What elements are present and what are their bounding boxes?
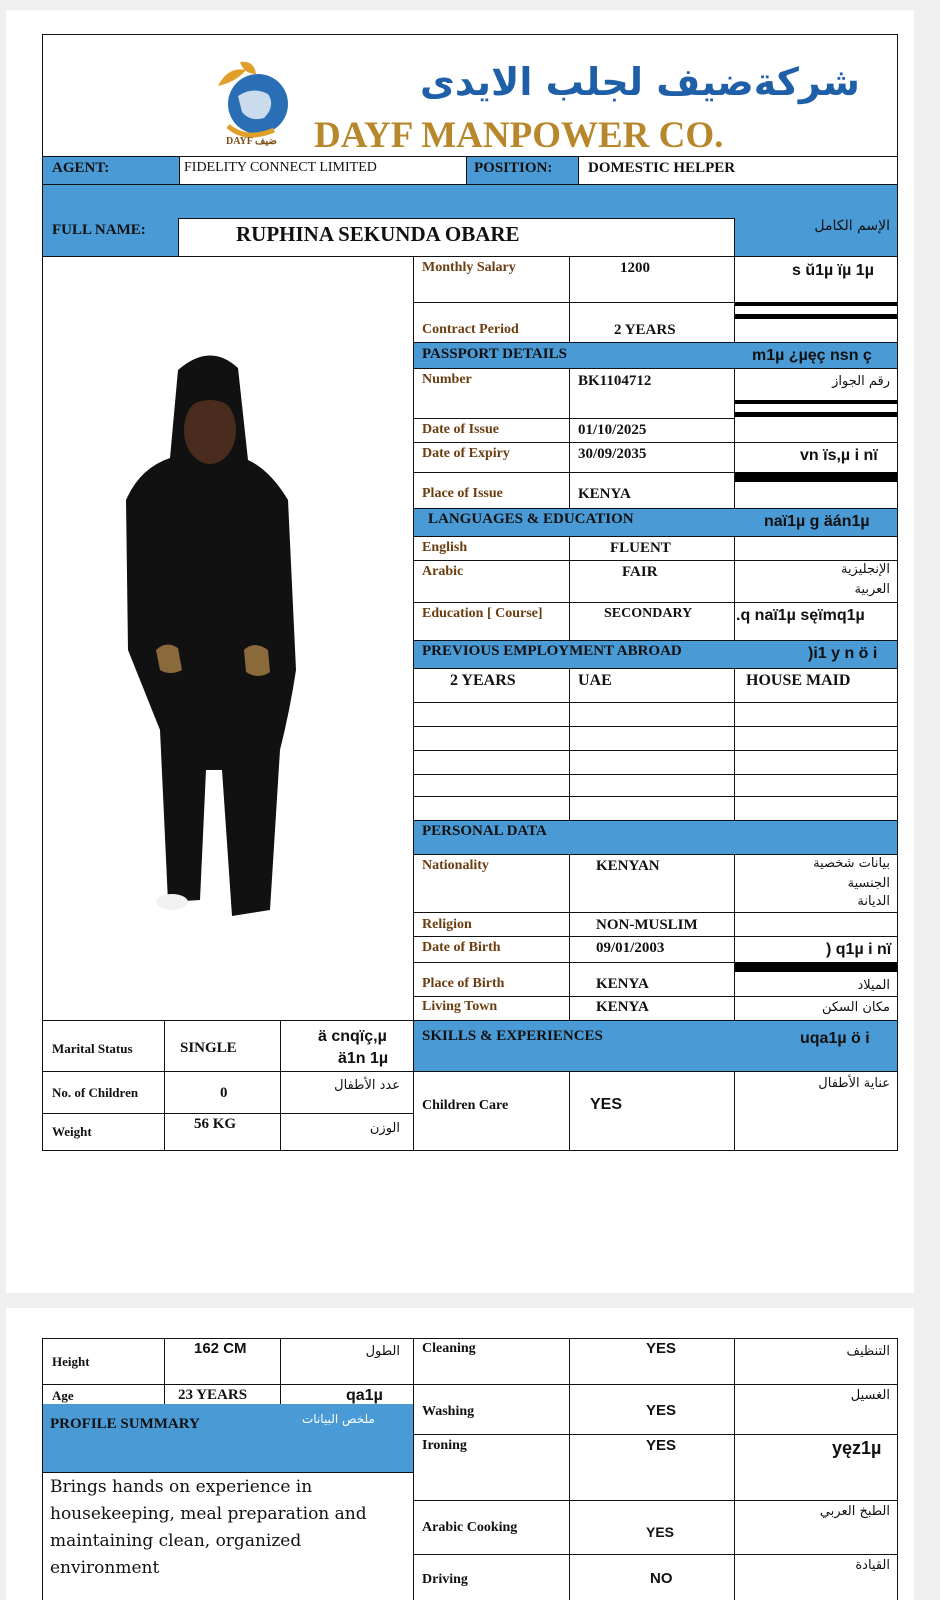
passport-section-arabic: m1µ ¿µęç nsn ç xyxy=(752,347,872,364)
children-arabic: عدد الأطفال xyxy=(334,1078,400,1093)
cooking-value: YES xyxy=(646,1524,675,1540)
washing-value: YES xyxy=(646,1402,677,1419)
issue-place-label: Place of Issue xyxy=(422,486,503,501)
cooking-label: Arabic Cooking xyxy=(422,1520,518,1535)
personal-section: PERSONAL DATA xyxy=(422,823,547,839)
previous-job: HOUSE MAID xyxy=(746,672,851,689)
washing-arabic: الغسيل xyxy=(850,1388,890,1403)
living-town-value: KENYA xyxy=(596,999,649,1015)
religion-label: Religion xyxy=(422,917,472,932)
profile-summary-arabic: ملخص البيانات xyxy=(302,1412,375,1426)
passport-number-arabic: رقم الجواز xyxy=(832,374,890,389)
nationality-arabic-3: الديانة xyxy=(857,894,890,909)
salary-value: 1200 xyxy=(620,260,650,276)
pob-arabic: الميلاد xyxy=(857,978,890,993)
skills-section: SKILLS & EXPERIENCES xyxy=(422,1028,603,1044)
children-label: No. of Children xyxy=(52,1085,139,1100)
marital-arabic-1: ä cnqïç,µ xyxy=(318,1028,387,1045)
position-value: DOMESTIC HELPER xyxy=(588,160,736,176)
profile-summary-text: Brings hands on experience in housekeeping, meal preparation and maintaining clean, organized environment xyxy=(50,1477,367,1578)
children-care-arabic: عناية الأطفال xyxy=(818,1076,890,1091)
education-value: SECONDARY xyxy=(604,606,693,621)
previous-years: 2 YEARS xyxy=(450,672,516,689)
previous-country: UAE xyxy=(578,672,612,689)
marital-value: SINGLE xyxy=(180,1040,237,1056)
issue-place-value: KENYA xyxy=(578,486,631,502)
cleaning-value: YES xyxy=(646,1340,677,1357)
cleaning-arabic: التنظيف xyxy=(846,1344,890,1359)
issue-date-value: 01/10/2025 xyxy=(578,422,647,438)
dob-arabic: ) q1µ i nï xyxy=(826,941,892,958)
pob-label: Place of Birth xyxy=(422,976,505,991)
salary-label: Monthly Salary xyxy=(422,260,516,275)
pob-value: KENYA xyxy=(596,976,649,992)
age-value: 23 YEARS xyxy=(178,1387,248,1403)
age-label: Age xyxy=(52,1388,74,1403)
agent-value: FIDELITY CONNECT LIMITED xyxy=(184,160,377,175)
logo-small-text: DAYF ضيف xyxy=(226,136,277,147)
passport-number-value: BK1104712 xyxy=(578,373,652,389)
weight-value: 56 KG xyxy=(194,1116,237,1132)
english-label: English xyxy=(422,540,468,555)
dob-label: Date of Birth xyxy=(422,940,501,955)
contract-period-label: Contract Period xyxy=(422,322,519,337)
dob-value: 09/01/2003 xyxy=(596,940,665,956)
contract-period-value: 2 YEARS xyxy=(614,322,676,338)
full-name-label: FULL NAME: xyxy=(52,222,146,238)
languages-section-arabic: naï1µ g äán1µ xyxy=(764,513,870,530)
living-town-arabic: مكان السكن xyxy=(821,1000,890,1015)
washing-label: Washing xyxy=(422,1404,475,1419)
languages-section: LANGUAGES & EDUCATION xyxy=(428,511,634,527)
passport-number-label: Number xyxy=(422,372,472,387)
nationality-value: KENYAN xyxy=(596,858,660,874)
driving-label: Driving xyxy=(422,1572,468,1587)
passport-section: PASSPORT DETAILS xyxy=(422,346,567,362)
arabic-arabic-2: العربية xyxy=(854,582,890,597)
height-arabic: الطول xyxy=(365,1344,400,1359)
height-value: 162 CM xyxy=(194,1340,247,1357)
driving-value: NO xyxy=(650,1570,673,1587)
nationality-arabic-1: بيانات شخصية xyxy=(813,856,890,871)
driving-arabic: القيادة xyxy=(855,1558,890,1573)
english-value: FLUENT xyxy=(610,540,671,556)
position-label: POSITION: xyxy=(474,160,553,176)
full-name-arabic: الإسم الكامل xyxy=(814,218,890,234)
marital-label: Marital Status xyxy=(52,1041,133,1056)
previous-section-arabic: )i1 y n ö i xyxy=(808,645,878,662)
weight-arabic: الوزن xyxy=(369,1121,400,1136)
person-photo-icon xyxy=(120,350,300,930)
age-arabic: qa1µ xyxy=(346,1387,383,1404)
living-town-label: Living Town xyxy=(422,999,498,1014)
children-care-value: YES xyxy=(590,1096,623,1113)
previous-section: PREVIOUS EMPLOYMENT ABROAD xyxy=(422,643,682,659)
issue-date-label: Date of Issue xyxy=(422,422,499,437)
nationality-label: Nationality xyxy=(422,858,489,873)
arabic-value: FAIR xyxy=(622,564,658,580)
children-value: 0 xyxy=(220,1085,228,1101)
education-arabic: .q naï1µ sęïmq1µ xyxy=(736,607,865,624)
education-label: Education [ Course] xyxy=(422,606,543,621)
ironing-label: Ironing xyxy=(422,1438,467,1453)
profile-summary-label: PROFILE SUMMARY xyxy=(50,1416,200,1432)
expiry-date-value: 30/09/2035 xyxy=(578,446,647,462)
ironing-value: YES xyxy=(646,1437,677,1454)
expiry-date-arabic: vn ïs,µ i nï xyxy=(800,447,878,464)
height-label: Height xyxy=(52,1354,90,1369)
expiry-date-label: Date of Expiry xyxy=(422,446,510,461)
arabic-arabic-1: الإنجليزية xyxy=(840,562,890,577)
arabic-label: Arabic xyxy=(422,564,464,579)
company-name-english: DAYF MANPOWER CO. xyxy=(314,115,724,156)
ironing-arabic: yęz1µ xyxy=(832,1438,882,1458)
cleaning-label: Cleaning xyxy=(422,1341,476,1356)
company-name-arabic: شركةضيف لجلب الايدى xyxy=(420,60,860,104)
skills-section-arabic: uqa1µ ö i xyxy=(800,1030,870,1047)
children-care-label: Children Care xyxy=(422,1098,509,1113)
weight-label: Weight xyxy=(52,1124,92,1139)
nationality-arabic-2: الجنسية xyxy=(847,876,890,891)
full-name-value: RUPHINA SEKUNDA OBARE xyxy=(236,222,520,246)
salary-arabic: s ŭ1µ ïµ 1µ xyxy=(792,262,874,279)
marital-arabic-2: ä1n 1µ xyxy=(338,1050,389,1067)
cooking-arabic: الطبخ العربي xyxy=(819,1504,890,1519)
agent-label: AGENT: xyxy=(52,160,110,176)
candidate-photo xyxy=(120,350,300,930)
religion-value: NON-MUSLIM xyxy=(596,917,698,933)
